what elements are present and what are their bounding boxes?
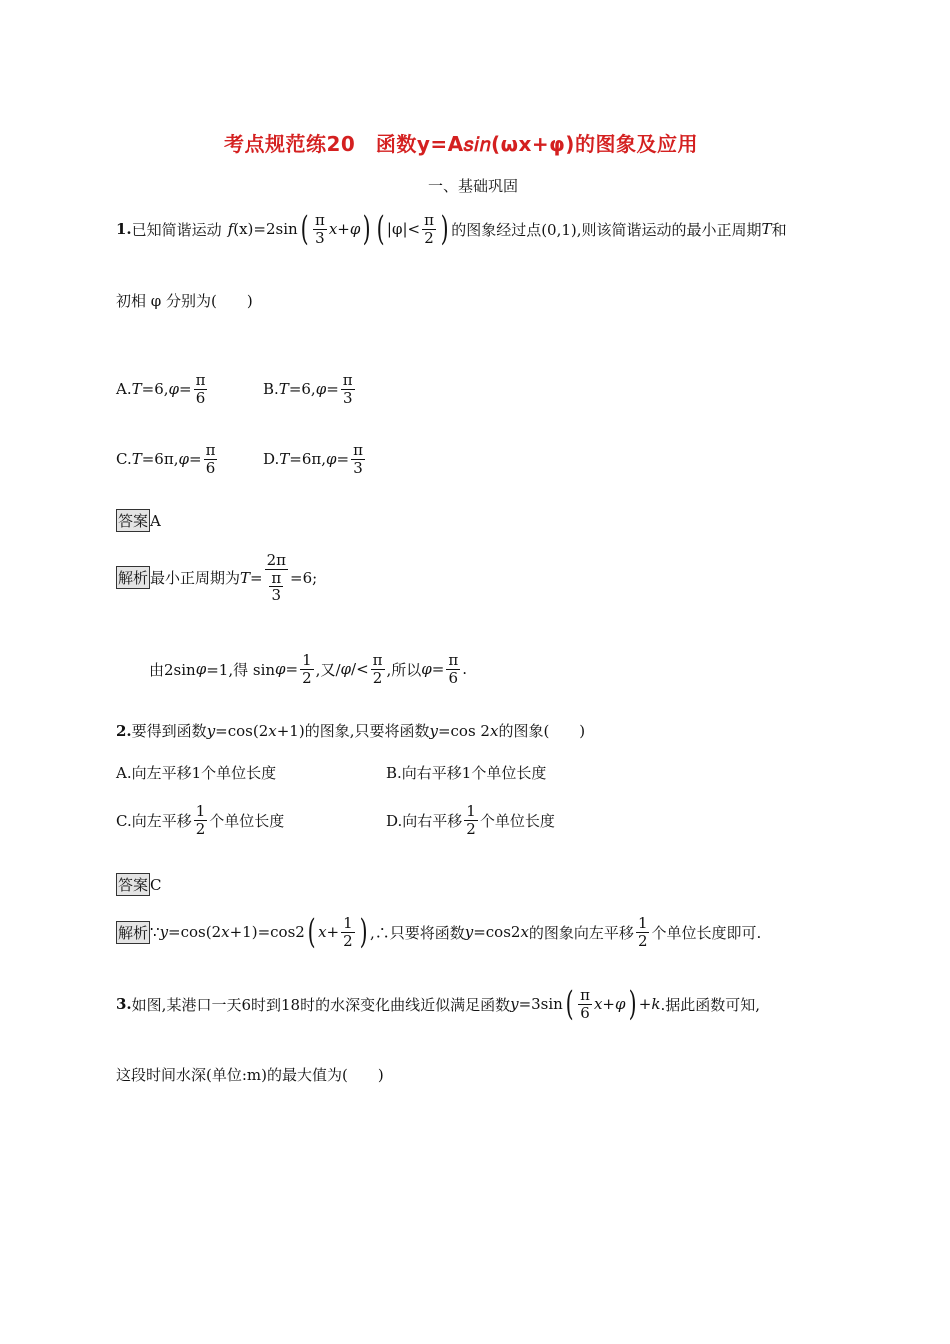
q1-option-d-T: T bbox=[279, 450, 290, 468]
q1-option-a-phi: φ bbox=[168, 380, 180, 398]
q1-an2-phi2: φ bbox=[275, 660, 286, 678]
q1-option-a-mid: =6, bbox=[141, 380, 169, 398]
q2-an-frac1: $\frac{1}{2}$ bbox=[343, 914, 353, 950]
q1-an2-frac3: $\frac{\pi}{6}$ bbox=[448, 651, 459, 687]
answer-label: 答案 bbox=[116, 509, 150, 532]
q1-option-c-frac: $\frac{\pi}{6}$ bbox=[205, 441, 216, 477]
q2-an-e: =cos2 bbox=[473, 923, 521, 941]
q1-analysis-result: =6; bbox=[290, 568, 318, 587]
q3-text-a: 如图,某港口一天6时到18时的水深变化曲线近似满足函数 bbox=[131, 995, 511, 1014]
q2-option-c-text: C.向左平移 bbox=[116, 811, 192, 830]
q1-option-a-letter: A. bbox=[116, 380, 132, 398]
q2-number: 2. bbox=[116, 721, 132, 740]
q2-x2: x bbox=[489, 721, 499, 740]
q1-option-c-T: T bbox=[131, 450, 142, 468]
q1-stem-line1 bbox=[116, 209, 787, 249]
q1-an2-frac2: $\frac{\pi}{2}$ bbox=[372, 651, 383, 687]
analysis-label: 解析 bbox=[116, 566, 150, 589]
q1-an2-phi3: φ bbox=[340, 660, 352, 678]
q3-x-phi: x+φ bbox=[593, 995, 626, 1013]
q2-y1: y bbox=[206, 721, 216, 740]
q1-an2-e: ,所以 bbox=[386, 660, 422, 679]
section-heading: 一、基础巩固 bbox=[428, 177, 519, 195]
q3-number: 3. bbox=[116, 995, 132, 1013]
q1-analysis-line2 bbox=[149, 652, 467, 686]
q1-an2-eq: = bbox=[285, 660, 299, 678]
q1-an2-a: 由2sin bbox=[149, 660, 196, 679]
q2-text-d: =cos 2 bbox=[437, 721, 490, 740]
q1-option-d-eq: = bbox=[336, 450, 350, 468]
q3-text-d: .据此函数可知, bbox=[660, 995, 760, 1014]
q1-an2-phi: φ bbox=[195, 660, 207, 678]
q1-option-b-frac: $\frac{\pi}{3}$ bbox=[342, 371, 353, 407]
q1-analysis-eq: = bbox=[250, 568, 263, 587]
q1-eq: =2sin bbox=[253, 220, 298, 238]
q1-analysis-T: T bbox=[240, 568, 251, 587]
q2-option-c-tail: 个单位长度 bbox=[209, 811, 285, 830]
q3-paren-open: ( bbox=[565, 984, 574, 1024]
q3-k: k bbox=[651, 995, 661, 1013]
q1-option-b-T: T bbox=[278, 380, 289, 398]
q1-x-phi: x+φ bbox=[328, 220, 361, 238]
q3-y: y bbox=[510, 995, 519, 1013]
q1-option-d-phi: φ bbox=[326, 450, 337, 468]
q3-text-b: =3sin bbox=[518, 995, 563, 1013]
q2-an-g: 个单位长度即可. bbox=[651, 923, 762, 942]
q2-answer bbox=[116, 873, 162, 896]
q1-analysis-line1 bbox=[116, 552, 317, 604]
q1-option-a[interactable] bbox=[116, 372, 209, 406]
q1-an2-eq2: = bbox=[431, 660, 445, 678]
q3-text-c: + bbox=[638, 995, 652, 1013]
q2-an-d: ,∴只要将函数 bbox=[369, 923, 465, 942]
q1-option-d-letter: D. bbox=[263, 450, 280, 468]
q1-paren-close: ) bbox=[363, 209, 371, 249]
q1-option-b-phi: φ bbox=[315, 380, 327, 398]
q1-an2-d: /< bbox=[351, 660, 369, 678]
analysis-label: 解析 bbox=[116, 921, 150, 944]
q2-text-b: =cos(2 bbox=[215, 721, 269, 740]
q1-option-a-eq: = bbox=[179, 380, 192, 398]
q2-an-frac2: $\frac{1}{2}$ bbox=[637, 914, 648, 950]
q2-an-inner: x+ bbox=[318, 923, 340, 941]
q1-option-d-frac: $\frac{\pi}{3}$ bbox=[353, 441, 363, 477]
q1-f: f bbox=[227, 220, 234, 238]
q3-stem-line2: 这段时间水深(单位:m)的最大值为( ) bbox=[116, 1066, 384, 1084]
q1-option-c[interactable] bbox=[116, 442, 219, 476]
q2-option-c-frac: $\frac{1}{2}$ bbox=[195, 802, 206, 838]
q2-an-f: 的图象向左平移 bbox=[528, 923, 634, 942]
q1-analysis-text: 最小正周期为 bbox=[150, 569, 241, 588]
q1-option-c-mid: =6π, bbox=[141, 450, 179, 468]
q2-option-a[interactable]: A.向左平移1个单位长度 bbox=[116, 764, 277, 782]
q1-paren-close-2: ) bbox=[440, 209, 449, 249]
q1-option-b-mid: =6, bbox=[288, 380, 316, 398]
q2-text-a: 要得到函数 bbox=[131, 722, 207, 740]
q1-paren-open-2: ( bbox=[376, 209, 385, 249]
q1-option-d-mid: =6π, bbox=[289, 450, 327, 468]
q2-an-x: x bbox=[221, 923, 230, 941]
q2-text-e: 的图象( ) bbox=[498, 722, 586, 740]
q1-an2-c: ,又/ bbox=[315, 660, 341, 679]
q1-fx-arg: (x) bbox=[233, 220, 254, 238]
q2-y2: y bbox=[429, 721, 438, 740]
q1-option-d[interactable] bbox=[263, 442, 367, 476]
q1-answer bbox=[116, 509, 161, 532]
q1-stem-line2: 初相 φ 分别为( ) bbox=[116, 292, 253, 310]
q1-option-c-letter: C. bbox=[116, 450, 132, 468]
q1-option-b-eq: = bbox=[326, 380, 339, 398]
q1-paren-open: ( bbox=[300, 209, 309, 249]
q1-option-c-eq: = bbox=[189, 450, 202, 468]
page-title: 考点规范练20 函数y=A𝑠𝑖𝑛(ωx+φ)的图象及应用 bbox=[224, 132, 698, 156]
q2-an-y2: y bbox=[464, 923, 474, 941]
q2-option-c[interactable] bbox=[116, 803, 284, 837]
q2-option-d-text: D.向右平移 bbox=[386, 811, 463, 830]
q1-frac-pi-3: $\frac{\pi}{3}$ bbox=[314, 211, 325, 247]
q3-frac: $\frac{\pi}{6}$ bbox=[580, 986, 590, 1022]
q1-abs-phi: |φ|< bbox=[386, 220, 421, 238]
q3-stem-line1 bbox=[116, 984, 760, 1024]
q1-an2-phi4: φ bbox=[421, 660, 432, 678]
q2-answer-value: C bbox=[150, 875, 162, 894]
q1-frac-pi-2: $\frac{\pi}{2}$ bbox=[424, 211, 434, 247]
q2-an-a: ∵ bbox=[150, 923, 160, 941]
q3-paren-close: ) bbox=[628, 984, 637, 1024]
q1-option-b-letter: B. bbox=[263, 380, 279, 398]
q2-an-x2: x bbox=[520, 923, 529, 941]
q1-T: T bbox=[761, 220, 772, 238]
q1-answer-value: A bbox=[150, 511, 161, 530]
q2-an-paren-open: ( bbox=[307, 912, 316, 952]
q1-an2-frac1: $\frac{1}{2}$ bbox=[302, 651, 312, 687]
q1-option-a-T: T bbox=[131, 380, 142, 398]
q1-an2-b: =1,得 sin bbox=[206, 660, 276, 679]
q1-an2-end: . bbox=[462, 660, 468, 678]
q2-an-paren-close: ) bbox=[359, 912, 368, 952]
q2-stem bbox=[116, 720, 585, 741]
q1-text-a: 已知简谐运动 bbox=[131, 220, 222, 239]
q1-option-b[interactable] bbox=[263, 372, 357, 406]
q2-an-b: =cos(2 bbox=[168, 923, 222, 941]
q2-an-y: y bbox=[159, 923, 169, 941]
q1-analysis-period-frac: $\frac{2\pi}{\frac{\pi}{3}}$ bbox=[266, 551, 287, 604]
q2-text-c: +1)的图象,只要将函数 bbox=[276, 722, 430, 740]
q2-an-c: +1)=cos2 bbox=[229, 923, 305, 941]
q1-number: 1. bbox=[116, 220, 132, 238]
q2-x1: x bbox=[268, 721, 277, 740]
q2-option-d-tail: 个单位长度 bbox=[479, 811, 555, 830]
q2-option-b[interactable]: B.向右平移1个单位长度 bbox=[386, 764, 547, 782]
answer-label: 答案 bbox=[116, 873, 150, 896]
q1-text-b: 的图象经过点(0,1),则该简谐运动的最小正周期 bbox=[451, 220, 762, 239]
q1-option-a-frac: $\frac{\pi}{6}$ bbox=[195, 371, 206, 407]
q2-option-d-frac: $\frac{1}{2}$ bbox=[466, 802, 476, 838]
q2-analysis bbox=[116, 912, 762, 952]
q2-option-d[interactable] bbox=[386, 803, 555, 837]
q1-text-c: 和 bbox=[771, 220, 787, 239]
q1-option-c-phi: φ bbox=[178, 450, 189, 468]
